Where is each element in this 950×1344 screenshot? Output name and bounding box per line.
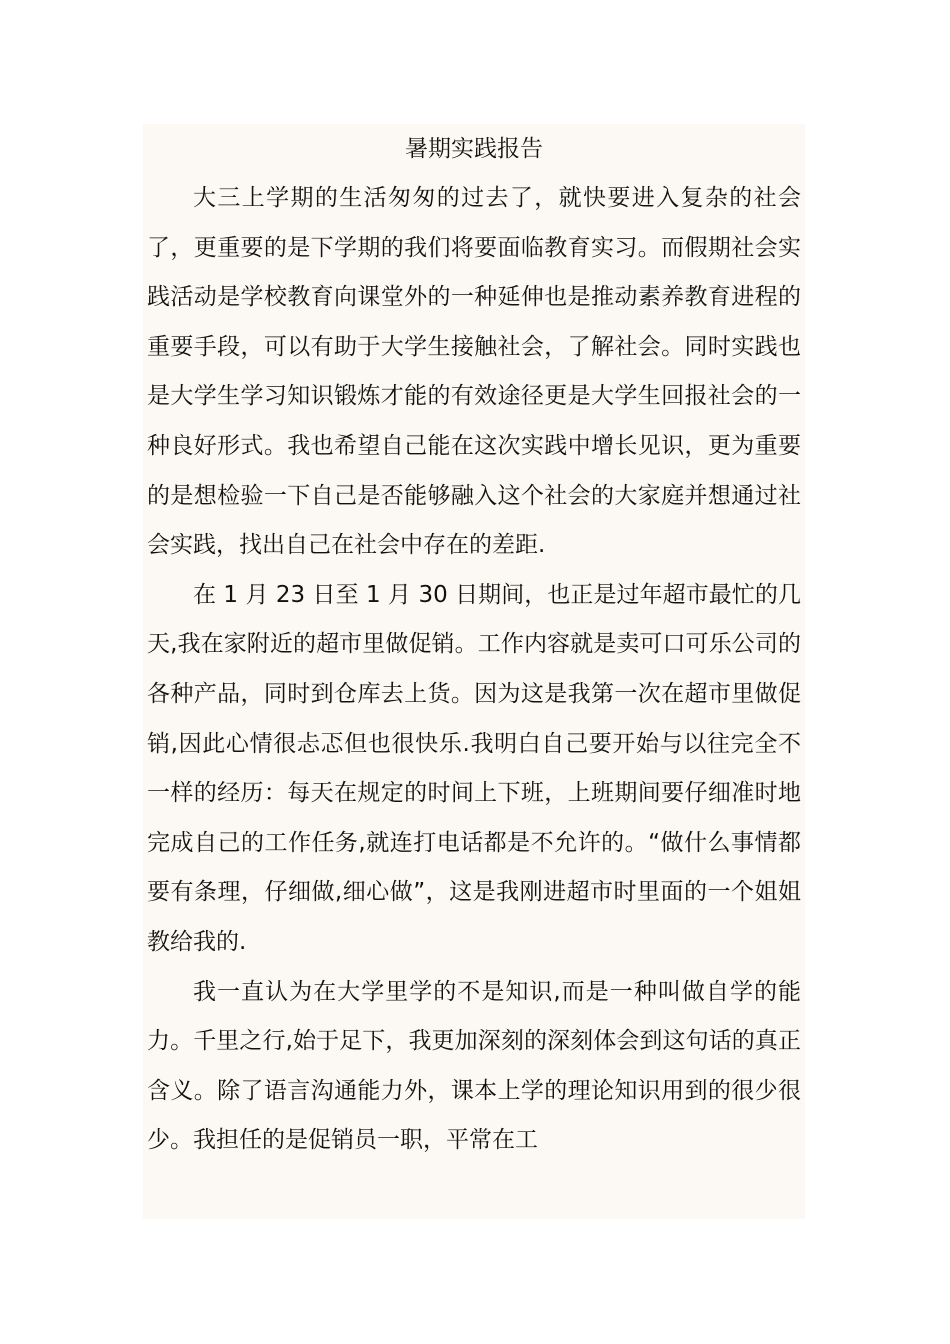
document-page: [143, 124, 805, 1219]
paragraph-2: 在 1 月 23 日至 1 月 30 日期间，也正是过年超市最忙的几天,我在家附近的超市里做促销。工作内容就是卖可口可乐公司的各种产品，同时到仓库去上货。因为这是我第一次在超市里做促销,因此心情很忐忑但也很快乐.我明白自己要开始与以往完全不一样的经历：每天在规定的时间上下班，上班期间要仔细准时地完成自己的工作任务,就连打电话都是不允许的。“做什么事情都要有条理，仔细做,细心做”，这是我刚进超市时里面的一个姐姐教给我的.: [147, 581, 801, 955]
document-title: 暑期实践报告: [405, 136, 543, 162]
paragraph-3: 我一直认为在大学里学的不是知识,而是一种叫做自学的能力。千里之行,始于足下，我更加深刻的深刻体会到这句话的真正含义。除了语言沟通能力外，课本上学的理论知识用到的很少很少。我担任的是促销员一职，平常在工: [147, 978, 801, 1154]
paragraph-1: 大三上学期的生活匆匆的过去了，就快要进入复杂的社会了，更重要的是下学期的我们将要面临教育实习。而假期社会实践活动是学校教育向课堂外的一种延伸也是推动素养教育进程的重要手段，可以有助于大学生接触社会，了解社会。同时实践也是大学生学习知识锻炼才能的有效途径更是大学生回报社会的一种良好形式。我也希望自己能在这次实践中增长见识，更为重要的是想检验一下自己是否能够融入这个社会的大家庭并想通过社会实践，找出自己在社会中存在的差距.: [147, 185, 801, 559]
